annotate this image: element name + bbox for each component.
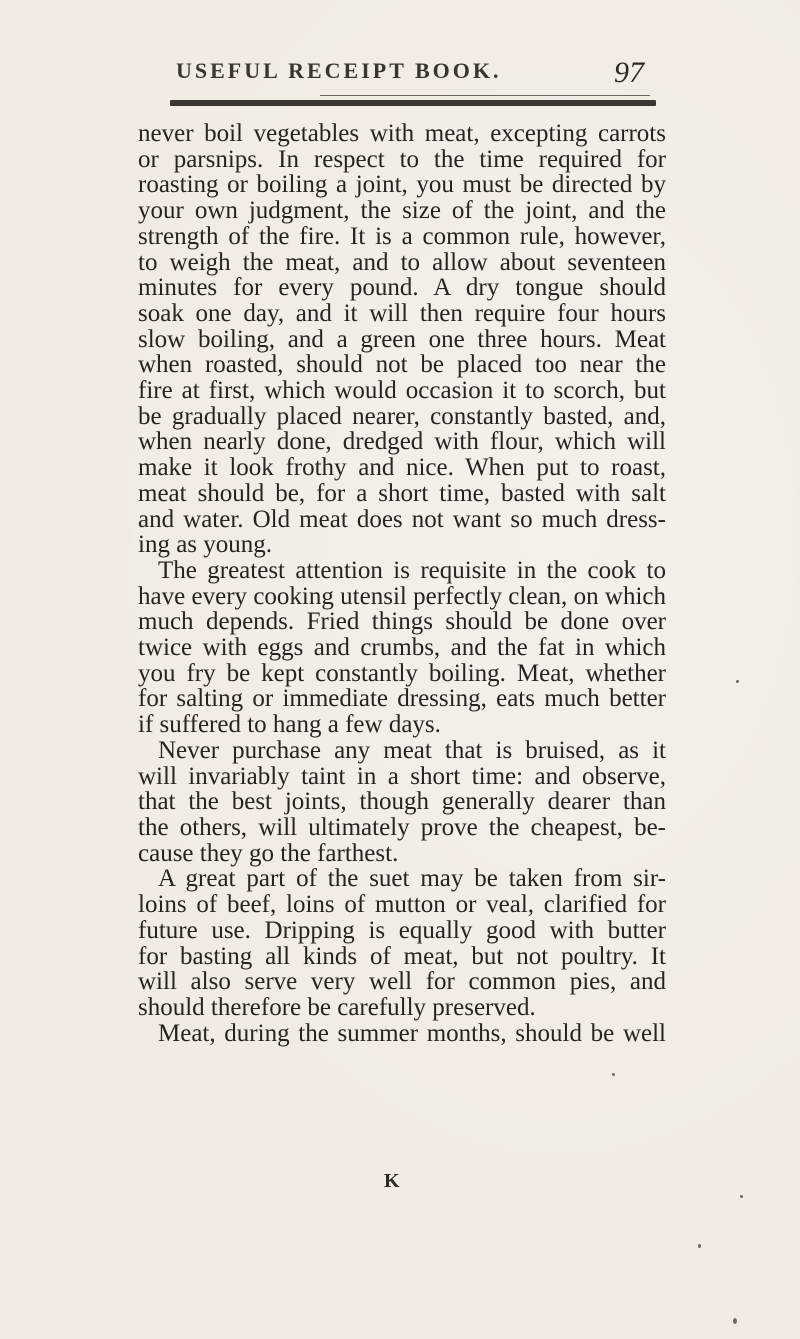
- paragraph-4: [138, 866, 666, 1020]
- paper-speck: [612, 1073, 615, 1076]
- running-head-title: USEFUL RECEIPT BOOK.: [176, 58, 502, 83]
- text-line: strength of the fire. It is a common rule, however,: [138, 222, 666, 250]
- text-line: and water. Old meat does not want so much dress-: [138, 505, 666, 533]
- text-line: for salting or immediate dressing, eats much better: [138, 685, 666, 713]
- running-head: [0, 58, 800, 98]
- text-line: twice with eggs and crumbs, and the fat in which: [138, 634, 666, 662]
- text-line: your own judgment, the size of the joint, and the: [138, 197, 666, 225]
- text-line: never boil vegetables with meat, excepting carrots: [138, 120, 666, 147]
- text-line: if suffered to hang a few days.: [138, 711, 441, 739]
- paragraph-2: [138, 558, 666, 738]
- paragraph-5: [138, 1021, 666, 1047]
- page-number: 97: [614, 56, 644, 89]
- text-line: slow boiling, and a green one three hours. Meat: [138, 325, 666, 353]
- paper-speck: [736, 680, 739, 683]
- text-line: will also serve very well for common pies, and: [138, 968, 666, 996]
- text-line: cause they go the farthest.: [138, 839, 399, 867]
- text-line: you fry be kept constantly boiling. Meat, whether: [138, 659, 666, 687]
- header-rule-thick: [170, 100, 656, 106]
- text-line: have every cooking utensil perfectly clean, on which: [138, 582, 666, 610]
- text-line: meat should be, for a short time, basted with salt: [138, 479, 666, 507]
- paragraph-1: [138, 121, 666, 558]
- body-text: [138, 121, 666, 1046]
- header-rule: [170, 98, 656, 108]
- paper-speck: [733, 1318, 737, 1324]
- header-rule-thin: [320, 95, 650, 96]
- text-line: make it look frothy and nice. When put to roast,: [138, 454, 666, 482]
- text-line: ing as young.: [138, 531, 273, 559]
- text-line: soak one day, and it will then require four hours: [138, 299, 666, 327]
- text-line: when nearly done, dredged with flour, which will: [138, 428, 666, 456]
- text-line: future use. Dripping is equally good with butter: [138, 916, 666, 944]
- text-line: the others, will ultimately prove the cheapest, be-: [138, 813, 666, 841]
- text-line: should therefore be carefully preserved.: [138, 993, 536, 1021]
- text-line: The greatest attention is requisite in the cook to: [158, 556, 666, 584]
- text-line: roasting or boiling a joint, you must be directed by: [138, 171, 666, 199]
- text-line: A great part of the suet may be taken from sir-: [158, 865, 666, 893]
- signature-mark: K: [384, 1170, 401, 1192]
- text-line: Never purchase any meat that is bruised, as it: [158, 736, 666, 764]
- text-line: for basting all kinds of meat, but not poultry. It: [138, 942, 666, 970]
- text-line: will invariably taint in a short time: and observe,: [138, 762, 666, 790]
- text-line: Meat, during the summer months, should be well: [158, 1019, 666, 1047]
- text-line: or parsnips. In respect to the time required for: [138, 145, 666, 173]
- text-line: much depends. Fried things should be done over: [138, 608, 666, 636]
- text-line: minutes for every pound. A dry tongue should: [138, 274, 666, 302]
- paper-speck: [740, 1195, 743, 1198]
- text-line: fire at first, which would occasion it to scorch, but: [138, 377, 666, 405]
- text-line: loins of beef, loins of mutton or veal, clarified for: [138, 891, 666, 919]
- text-line: be gradually placed nearer, constantly basted, and,: [138, 402, 666, 430]
- paragraph-3: [138, 738, 666, 867]
- text-line: when roasted, should not be placed too near the: [138, 351, 666, 379]
- paper-speck: [698, 1244, 701, 1248]
- text-line: that the best joints, though generally dearer than: [138, 788, 666, 816]
- text-line: to weigh the meat, and to allow about seventeen: [138, 248, 666, 276]
